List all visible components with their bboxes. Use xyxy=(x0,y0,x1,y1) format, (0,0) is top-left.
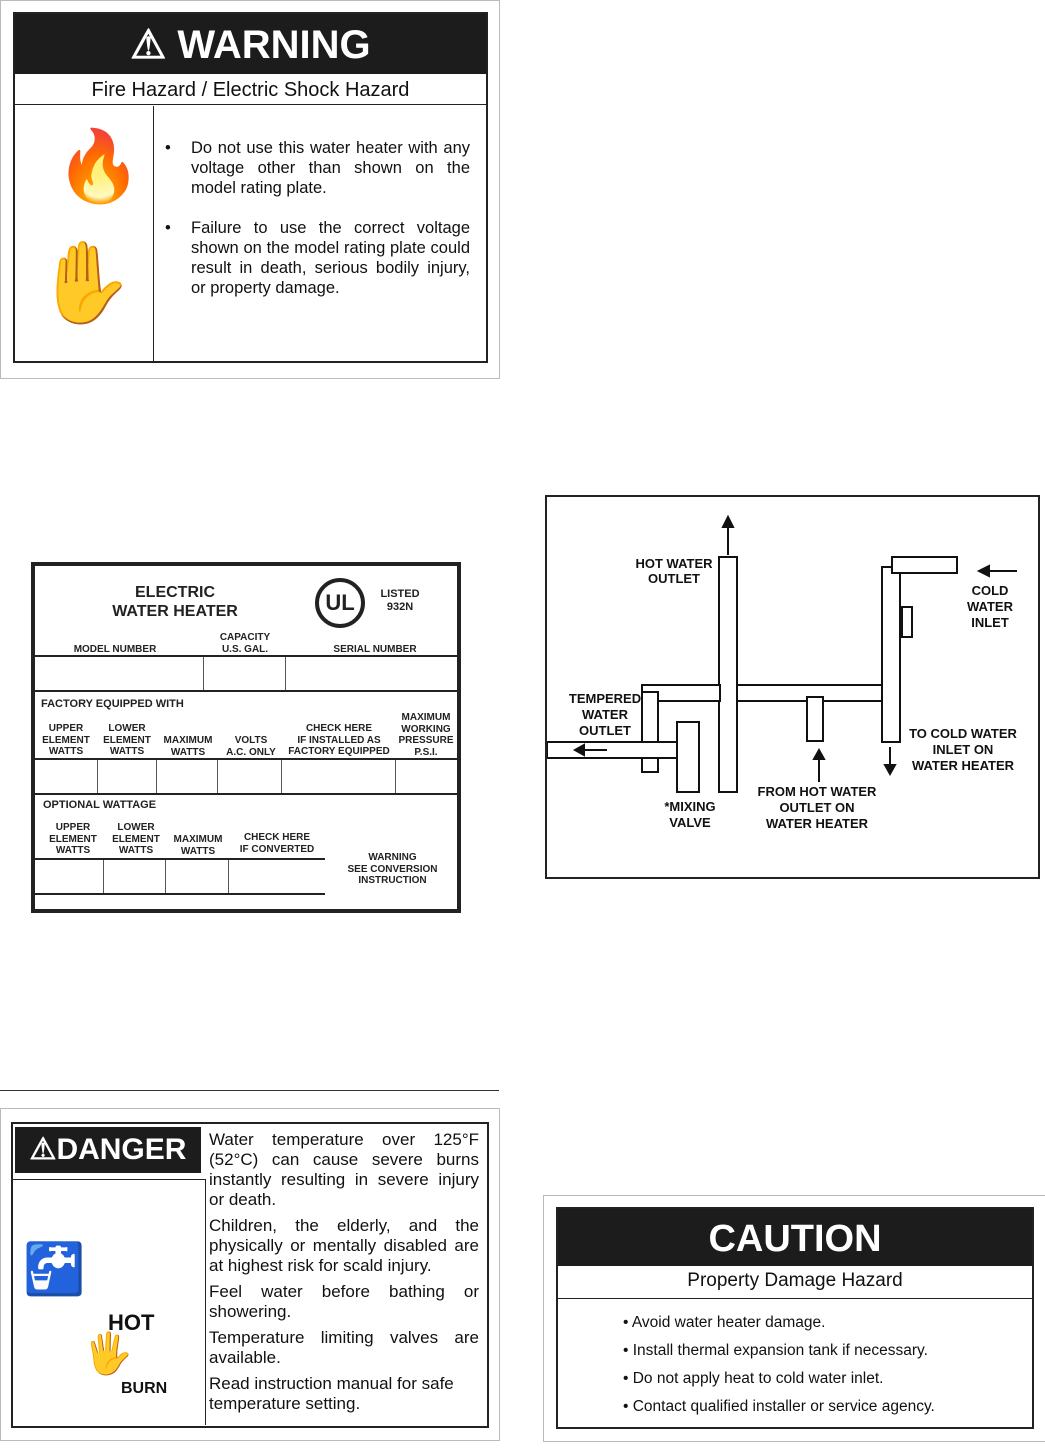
hot-label: HOT xyxy=(108,1310,155,1335)
danger-header: ⚠DANGER xyxy=(15,1127,201,1173)
cold-water-inlet-label: COLD WATER INLET xyxy=(967,583,1013,630)
caution-bullet: • Install thermal expansion tank if necessary. xyxy=(623,1342,928,1359)
warning-subtitle: Fire Hazard / Electric Shock Hazard xyxy=(15,74,486,105)
warning-icon-column xyxy=(15,106,154,361)
warning-title: WARNING xyxy=(177,23,371,67)
fire-icon: 🔥 xyxy=(55,127,143,205)
danger-illustration xyxy=(13,1179,206,1425)
burn-label: BURN xyxy=(121,1380,168,1397)
warning-triangle-icon: ⚠ xyxy=(29,1133,57,1166)
danger-text: Read instruction manual for safe temperature setting. xyxy=(209,1374,454,1413)
faucet-icon: 🚰 xyxy=(23,1241,86,1297)
caution-bullet: • Avoid water heater damage. xyxy=(623,1314,826,1331)
tempered-water-outlet-label: TEMPERED WATER OUTLET xyxy=(568,691,642,738)
caution-bullet: • Do not apply heat to cold water inlet. xyxy=(623,1370,884,1387)
danger-text: Temperature limiting valves are available. xyxy=(209,1328,479,1367)
to-cold-water-inlet-label: TO COLD WATER INLET ON WATER HEATER xyxy=(909,726,1017,773)
hot-water-outlet-label: HOT WATER OUTLET xyxy=(635,556,713,586)
caution-bullet: • Contact qualified installer or service agency. xyxy=(623,1398,935,1415)
electric-shock-hand-icon: ✋ xyxy=(35,238,135,327)
caution-subtitle: Property Damage Hazard xyxy=(558,1266,1032,1299)
from-hot-water-outlet-label: FROM HOT WATER OUTLET ON WATER HEATER xyxy=(757,784,877,831)
caution-header: CAUTION xyxy=(558,1209,1032,1266)
danger-text: Feel water before bathing or showering. xyxy=(209,1282,479,1321)
ul-logo: UL xyxy=(315,578,365,628)
divider-line xyxy=(0,1090,499,1091)
danger-text: Water temperature over 125°F (52°C) can cause severe burns instantly resulting in severe injury or death. xyxy=(209,1130,479,1209)
warning-bullet: • Do not use this water heater with any voltage other than shown on the model rating plate. xyxy=(165,139,470,197)
hand-icon: 🖐 xyxy=(83,1332,133,1376)
mixing-valve-label: *MIXING VALVE xyxy=(664,799,716,830)
caution-label xyxy=(556,1207,1034,1429)
warning-triangle-icon: ⚠ xyxy=(130,23,167,67)
warning-bullet: • Failure to use the correct voltage shown on the model rating plate could result in death, serious bodily injury, or property damage. xyxy=(165,219,470,297)
danger-text: Children, the elderly, and the physically or mentally disabled are at highest risk for scald injury. xyxy=(209,1216,479,1275)
mixing-valve-diagram xyxy=(545,495,1040,879)
piping-diagram xyxy=(547,497,1038,877)
warning-header xyxy=(15,14,486,74)
danger-label xyxy=(11,1122,489,1428)
rating-plate: ELECTRIC WATER HEATER UL LISTED 932N MODEL NUMBER CAPACITY U.S. GAL. SERIAL NUMBER FACTORY EQUIPPED WITH UPPER ELEMENT WATTS LOWER ELEMENT WATTS MAXIMUM WATTS VOLTS A.C. ONLY CHECK HERE IF INSTALLED AS FACTORY EQUIPPED MAXIMUM WORKING PRESSURE P.S.I. OPTIONAL WATTAGE UPPER ELEMENT WATTS LOWER ELEMENT WATTS MAXIMUM WATTS CHECK HERE IF CONVERTED WARNING SEE CONVERSION INSTRUCTION xyxy=(31,562,461,913)
warning-label xyxy=(13,12,488,363)
